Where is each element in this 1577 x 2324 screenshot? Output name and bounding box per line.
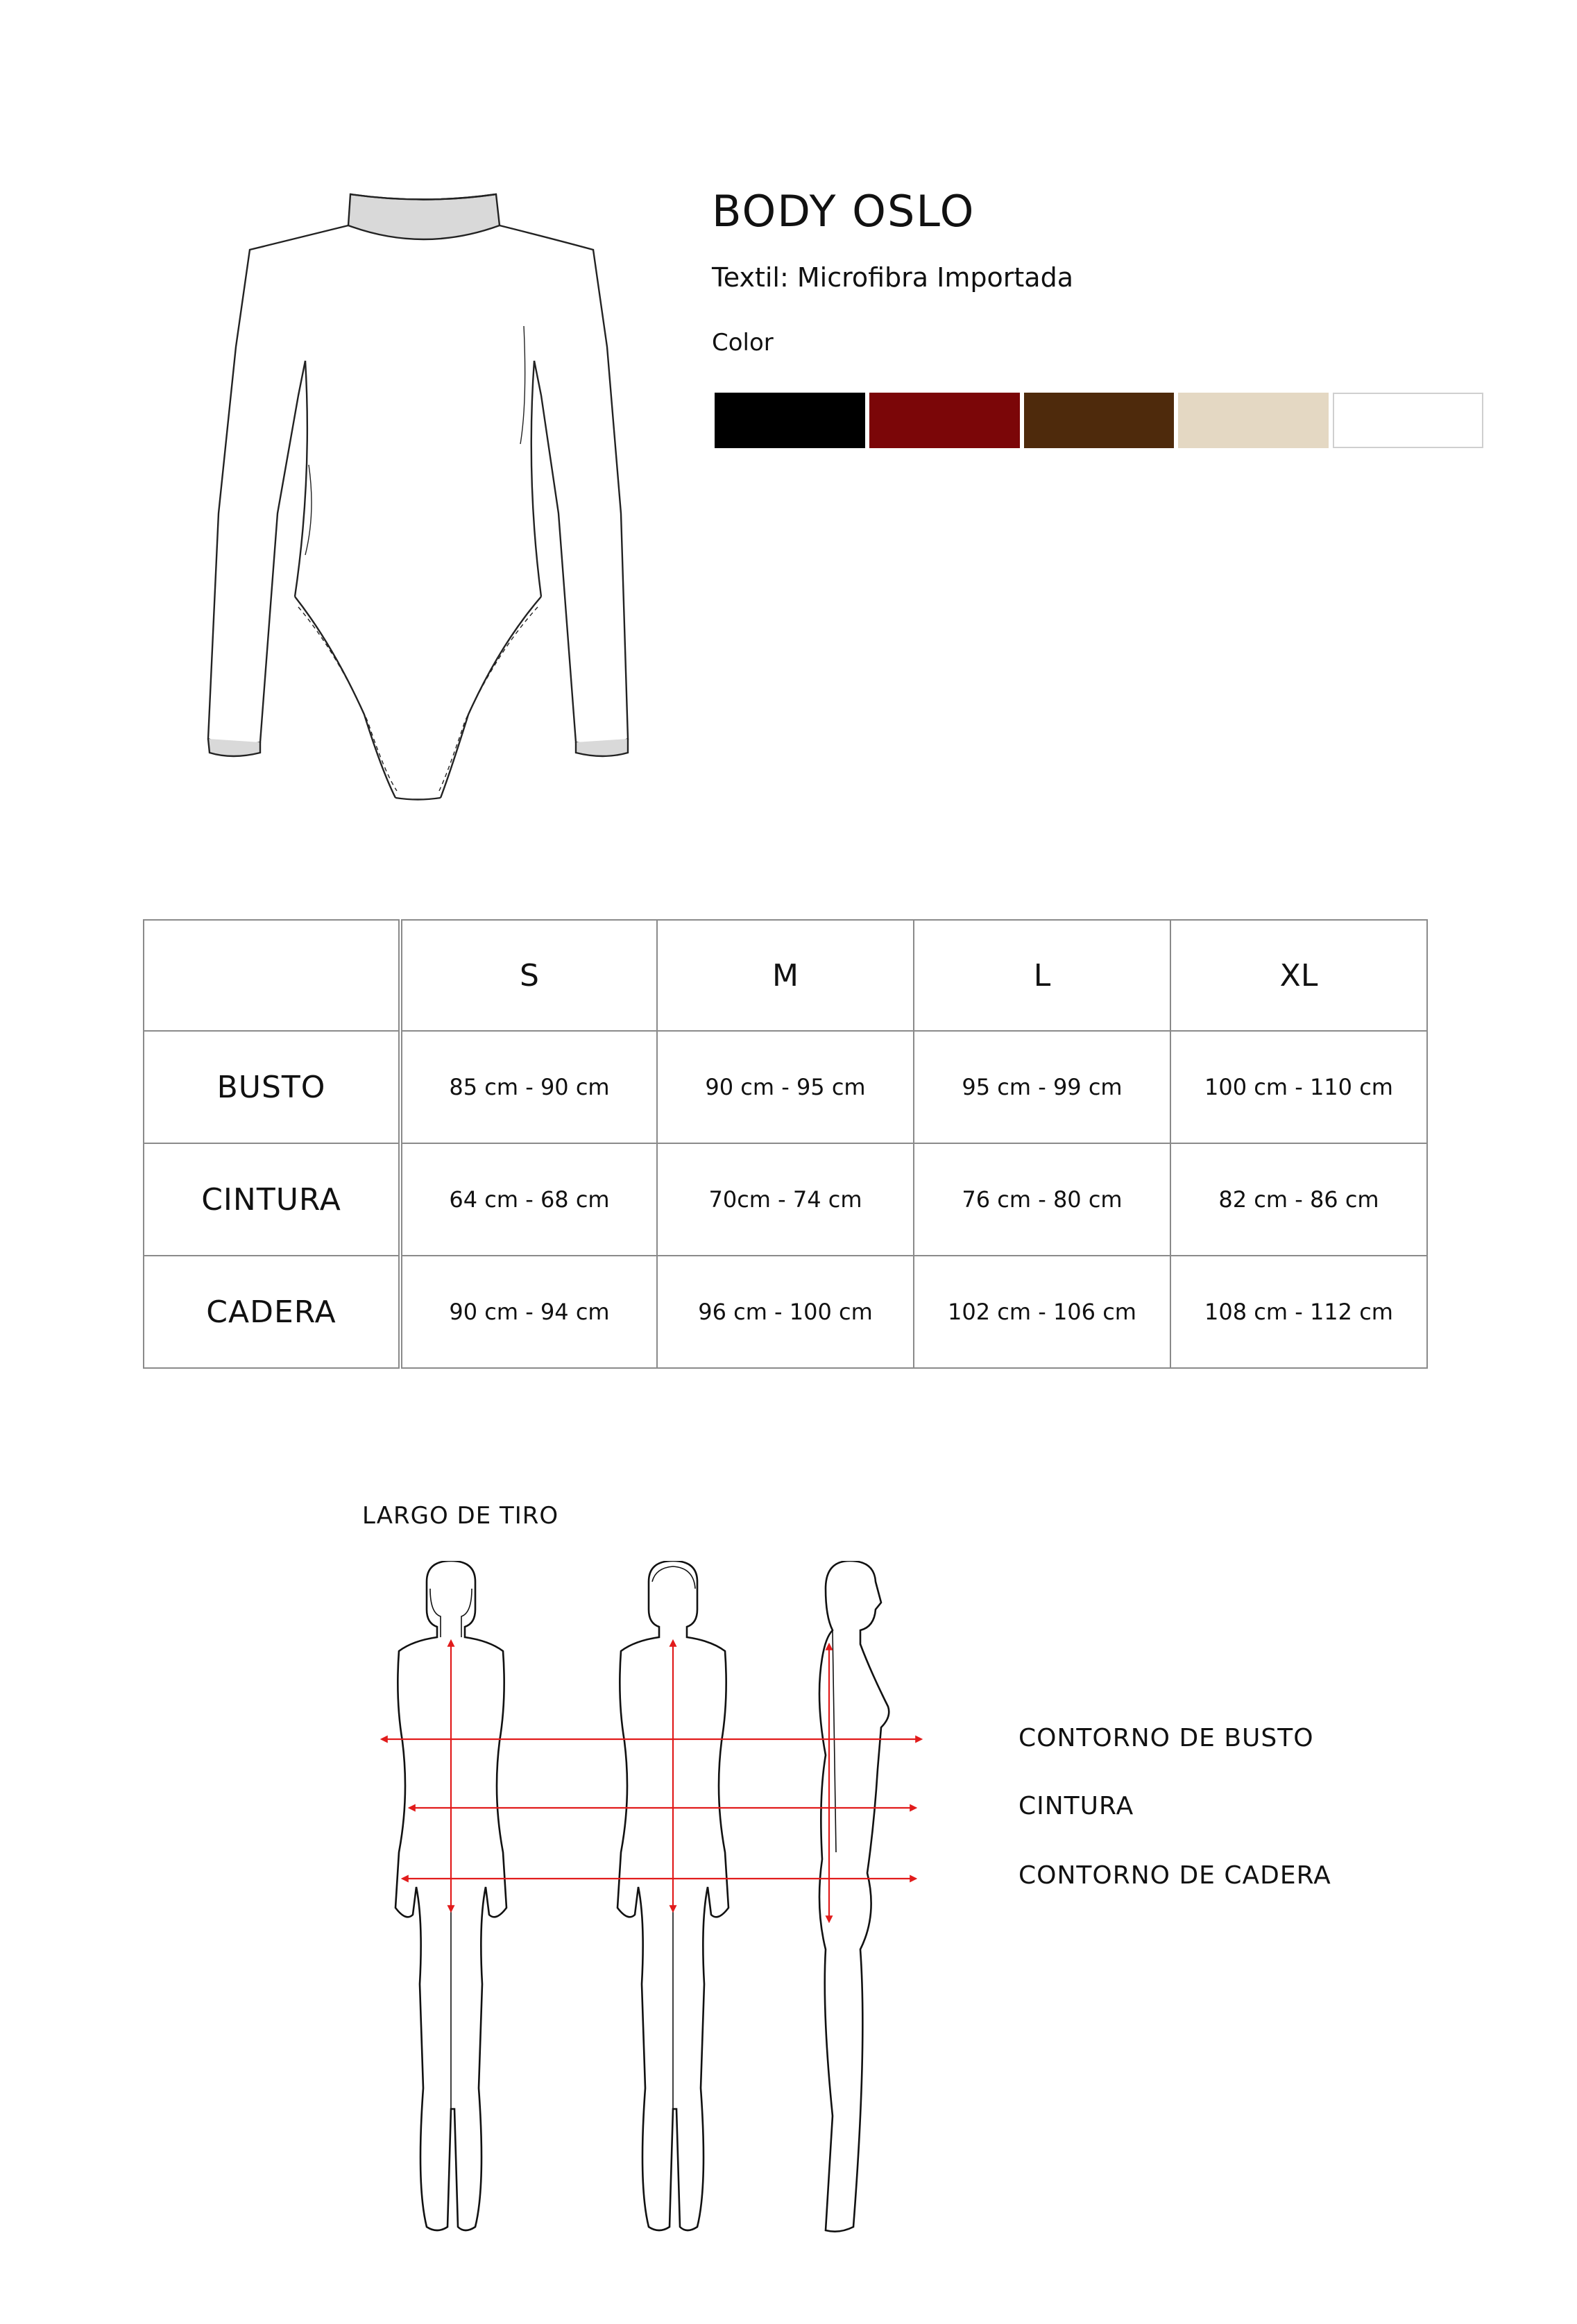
white-swatch[interactable] (1333, 393, 1483, 448)
table-cell: 102 cm - 106 cm (914, 1256, 1170, 1368)
table-row-busto (144, 1031, 1427, 1143)
product-title: BODY OSLO (712, 186, 975, 237)
row-label-cadera: CADERA (144, 1256, 400, 1368)
product-textile: Textil: Microfibra Importada (712, 262, 1073, 293)
beige-swatch[interactable] (1178, 393, 1329, 448)
table-cell: 108 cm - 112 cm (1170, 1256, 1427, 1368)
bodysuit-sketch (194, 187, 638, 812)
size-header-row (144, 920, 1427, 1031)
table-row-cintura (144, 1143, 1427, 1256)
table-cell: 76 cm - 80 cm (914, 1143, 1170, 1256)
cintura-label: CINTURA (1018, 1792, 1134, 1820)
row-label-cintura: CINTURA (144, 1143, 400, 1256)
table-cell: 70cm - 74 cm (657, 1143, 914, 1256)
size-header-l: L (914, 920, 1170, 1031)
size-header-m: M (657, 920, 914, 1031)
table-cell: 95 cm - 99 cm (914, 1031, 1170, 1143)
table-cell: 100 cm - 110 cm (1170, 1031, 1427, 1143)
color-label: Color (712, 329, 774, 357)
size-chart-table (143, 919, 1428, 1369)
row-label-busto: BUSTO (144, 1031, 400, 1143)
black-swatch[interactable] (715, 393, 865, 448)
contorno-busto-label: CONTORNO DE BUSTO (1018, 1724, 1314, 1752)
contorno-cadera-label: CONTORNO DE CADERA (1018, 1861, 1331, 1890)
burgundy-swatch[interactable] (869, 393, 1020, 448)
brown-swatch[interactable] (1024, 393, 1175, 448)
table-corner-cell (144, 920, 400, 1031)
table-cell: 85 cm - 90 cm (400, 1031, 657, 1143)
largo-de-tiro-label: LARGO DE TIRO (362, 1502, 559, 1530)
table-cell: 82 cm - 86 cm (1170, 1143, 1427, 1256)
measurement-arrows (382, 1641, 921, 1922)
color-swatches (715, 393, 1483, 450)
table-cell: 96 cm - 100 cm (657, 1256, 914, 1368)
table-cell: 64 cm - 68 cm (400, 1143, 657, 1256)
table-row-cadera (144, 1256, 1427, 1368)
size-header-s: S (400, 920, 657, 1031)
table-cell: 90 cm - 95 cm (657, 1031, 914, 1143)
size-header-xl: XL (1170, 920, 1427, 1031)
body-measurement-figures (361, 1561, 957, 2241)
table-cell: 90 cm - 94 cm (400, 1256, 657, 1368)
